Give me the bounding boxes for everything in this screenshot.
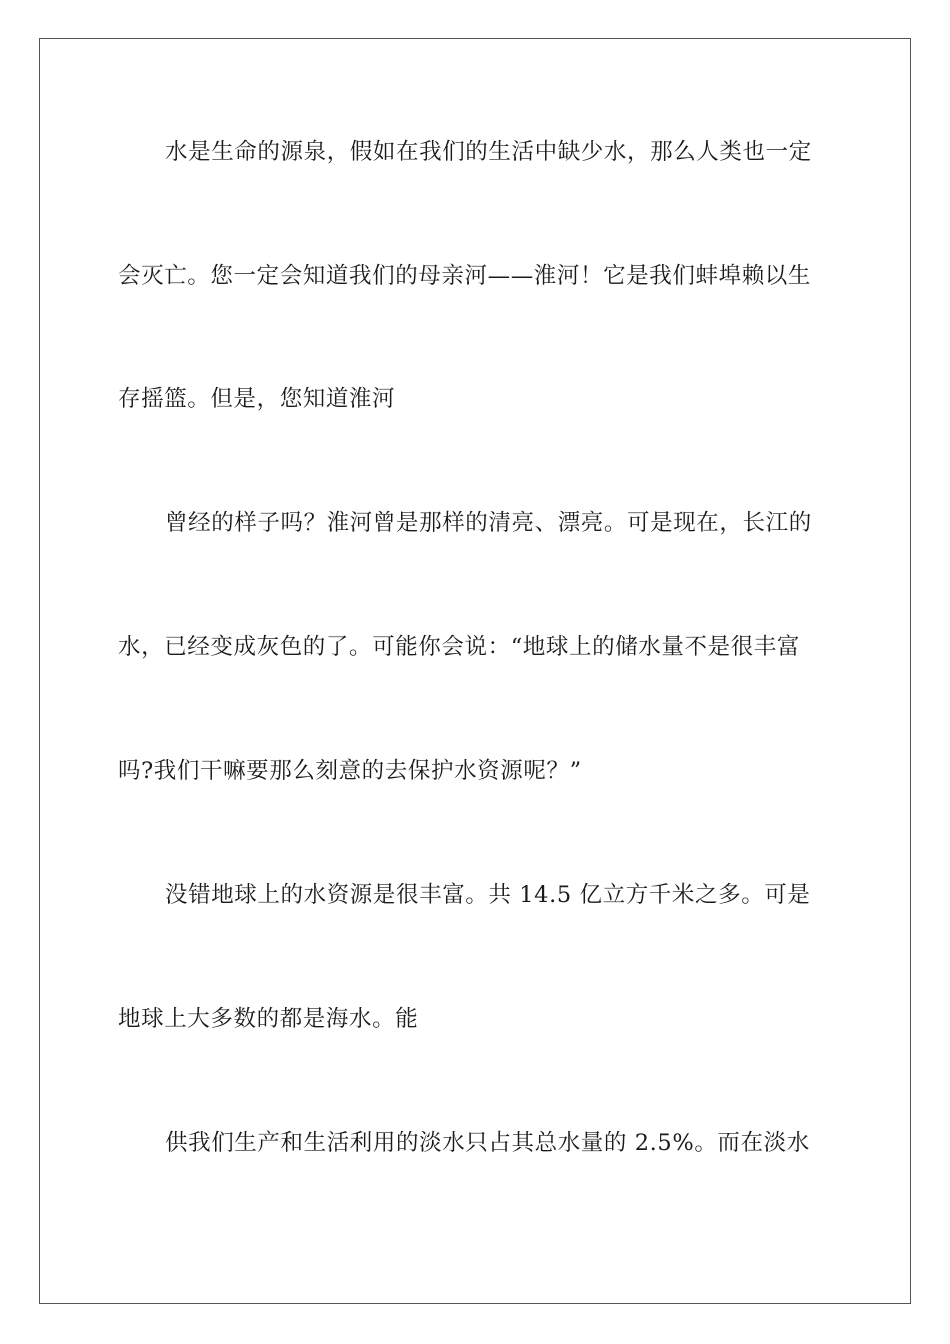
text-line-5: 水，已经变成灰色的了。可能你会说：“地球上的储水量不是很丰富 (118, 634, 801, 660)
text-line-4: 曾经的样子吗？淮河曾是那样的清亮、漂亮。可是现在，长江的 (165, 510, 812, 536)
text-line-2: 会灭亡。您一定会知道我们的母亲河——淮河！它是我们蚌埠赖以生 (118, 263, 812, 289)
text-line-1: 水是生命的源泉，假如在我们的生活中缺少水，那么人类也一定 (165, 139, 812, 165)
text-line-8: 地球上大多数的都是海水。能 (118, 1006, 419, 1032)
text-line-7: 没错地球上的水资源是很丰富。共 14.5 亿立方千米之多。可是 (165, 882, 811, 908)
page-border (39, 38, 911, 1304)
text-line-9: 供我们生产和生活利用的淡水只占其总水量的 2.5%。而在淡水 (165, 1130, 810, 1156)
text-line-6: 吗?我们干嘛要那么刻意的去保护水资源呢？” (118, 758, 582, 784)
text-line-3: 存摇篮。但是，您知道淮河 (118, 386, 396, 412)
